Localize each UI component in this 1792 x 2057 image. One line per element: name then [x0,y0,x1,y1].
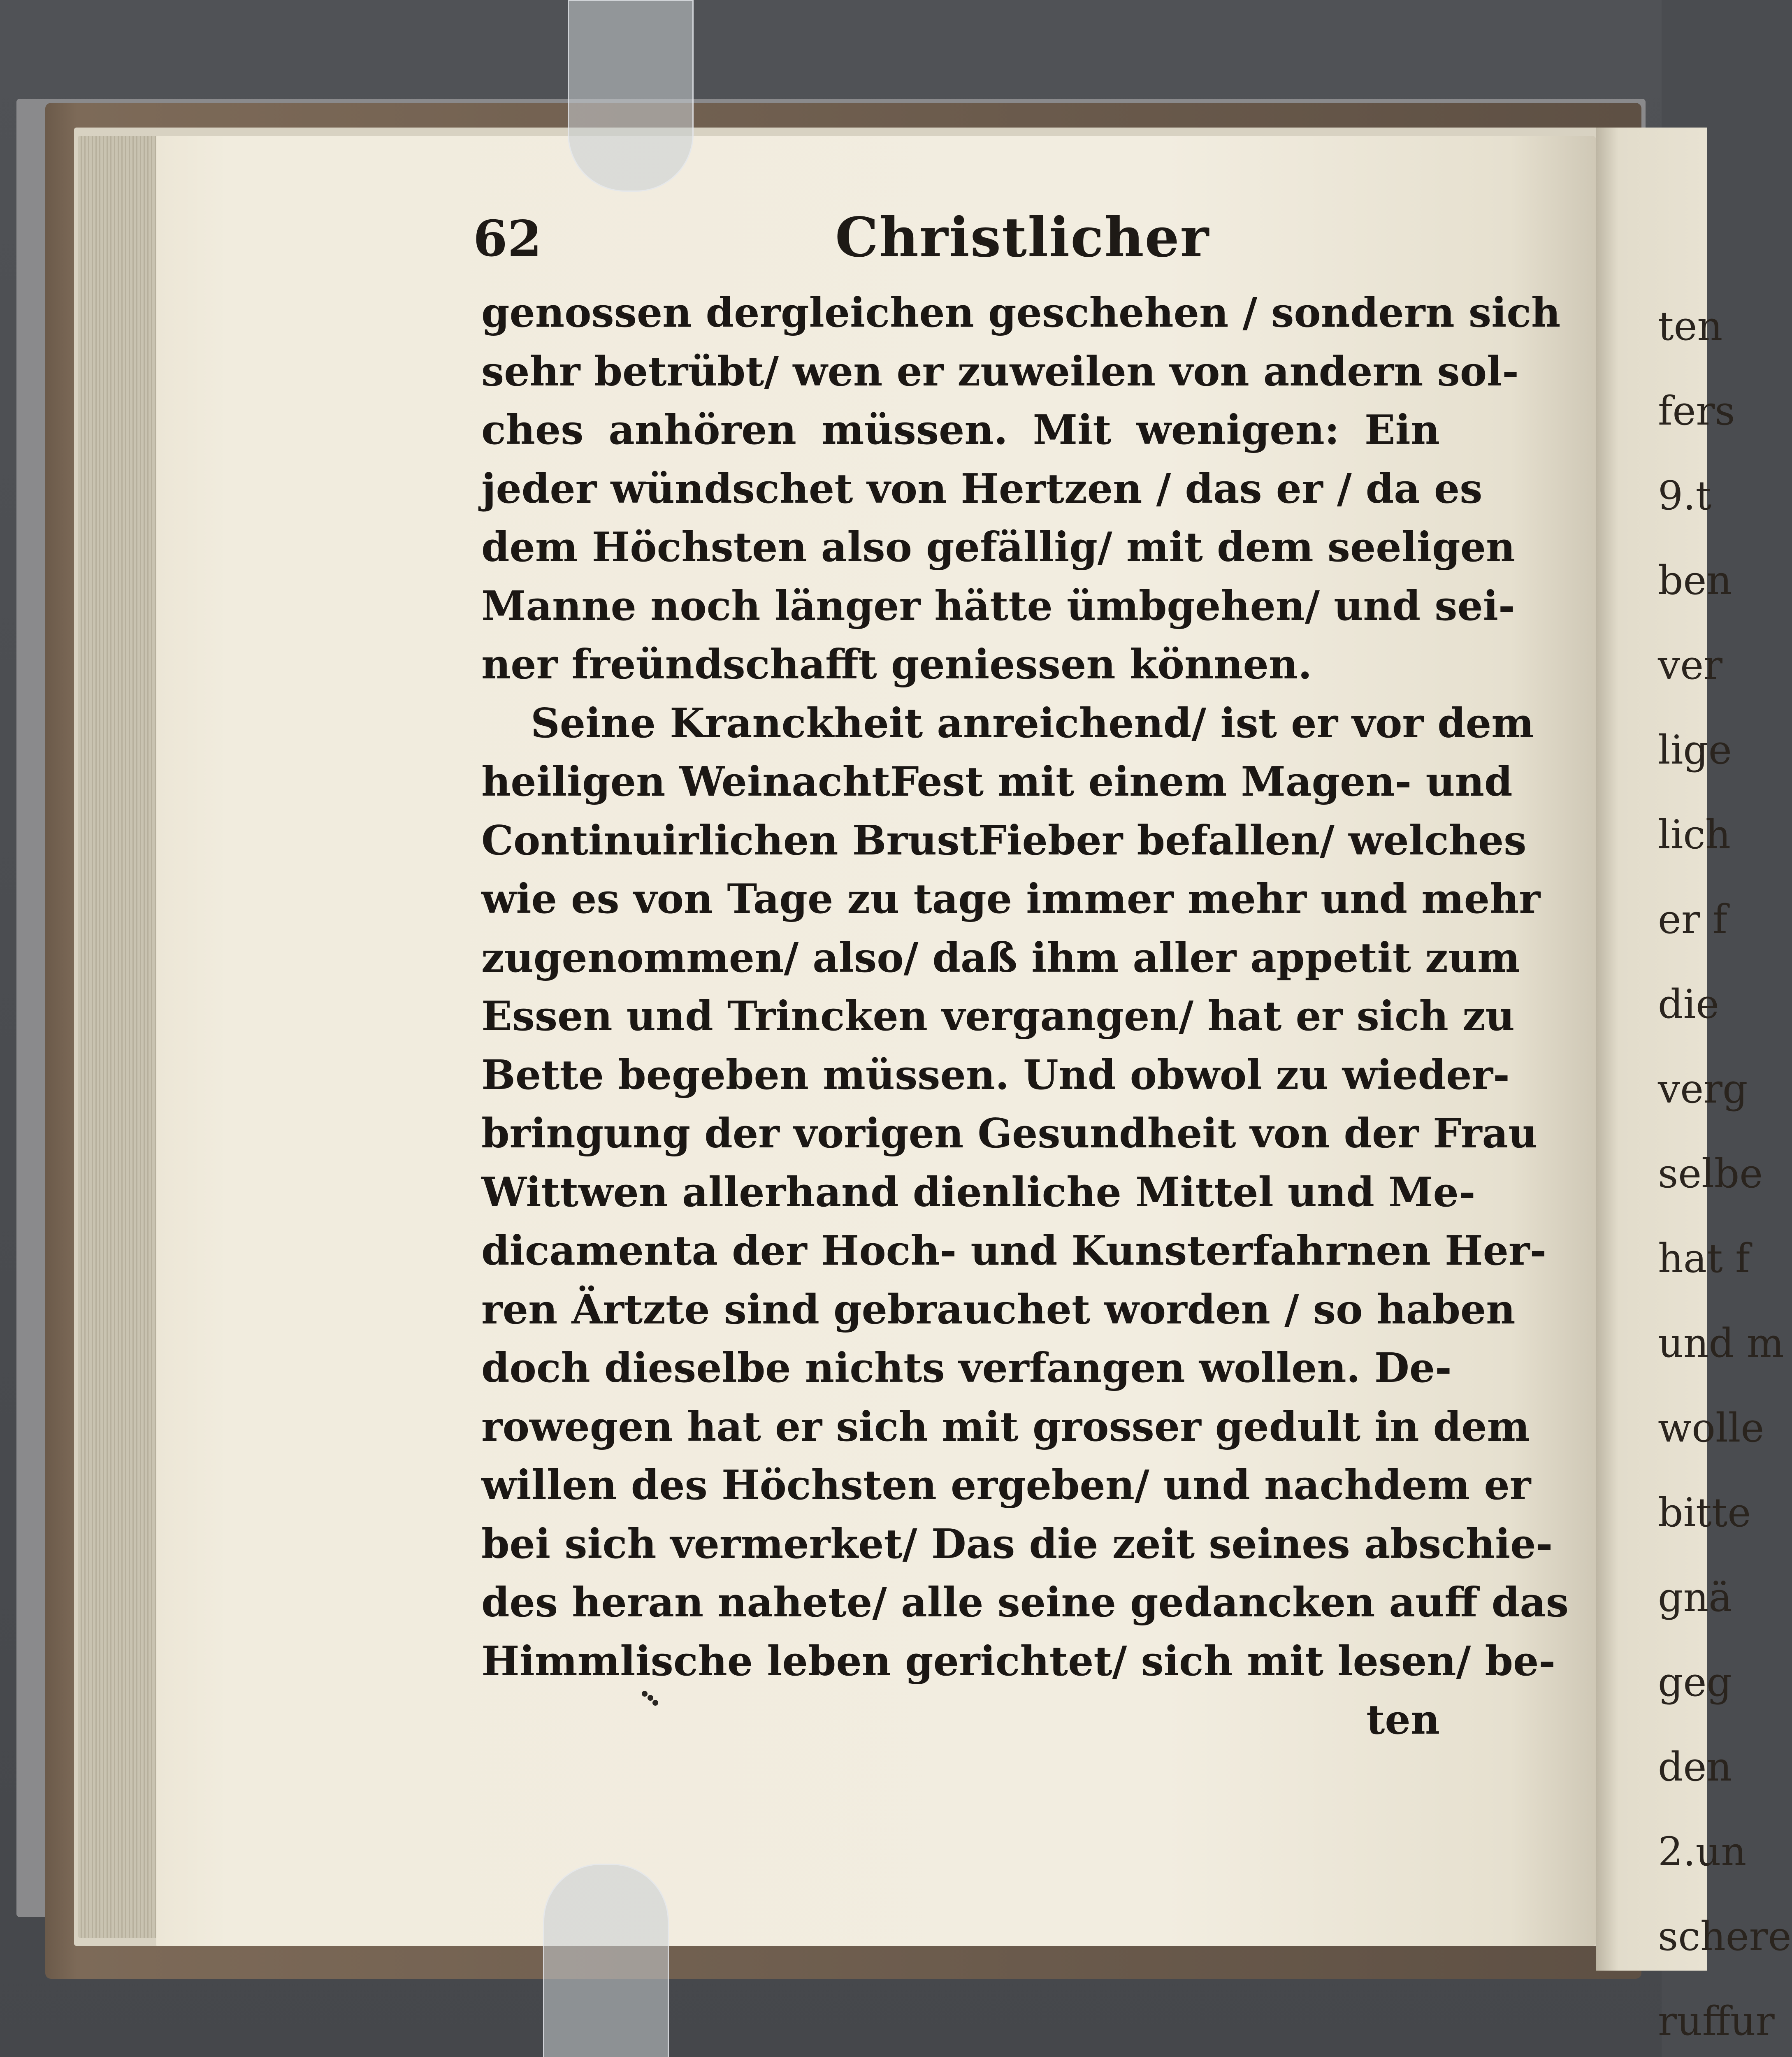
facing-page-fragment: verg [1658,1066,1748,1112]
text-line: dicamenta der Hoch- und Kunsterfahrnen Her- [481,1227,1547,1275]
running-head: Christlicher [835,206,1210,269]
text-line: Himmlische leben gerichtet/ sich mit lesen/ be- [481,1637,1556,1685]
text-line: sehr betrübt/ wen er zuweilen von andern sol- [481,348,1519,395]
facing-page-fragment: den [1658,1744,1732,1790]
facing-page-fragment: ver [1658,642,1722,688]
text-line: Essen und Trincken vergangen/ hat er sich zu [481,993,1515,1040]
text-line: dem Höchsten also gefällig/ mit dem seeligen [481,524,1516,571]
facing-page-fragment: geg [1658,1659,1732,1705]
text-line: genossen dergleichen geschehen / sondern sich [481,289,1561,337]
text-line: ren Ärtzte sind gebrauchet worden / so haben [481,1286,1516,1333]
facing-page-fragment: lich [1658,812,1731,858]
facing-page-fragment: 2.un [1658,1829,1747,1875]
catchword: ten [1366,1696,1440,1744]
text-line: ner freündschafft geniessen können. [481,641,1312,688]
page-header [473,202,1436,280]
text-line: ches anhören müssen. Mit wenigen: Ein [481,406,1440,454]
facing-page-fragment: wolle [1658,1405,1764,1451]
facing-page-fragment: die [1658,981,1719,1027]
body-text [481,284,1569,1750]
text-line: Continuirlichen BrustFieber befallen/ welches [481,817,1527,864]
text-line: wie es von Tage zu tage immer mehr und mehr [481,875,1541,923]
text-line: bringung der vorigen Gesundheit von der Frau [481,1110,1538,1157]
facing-page-text [1658,284,1792,2057]
facing-page-edge [1596,128,1792,2044]
facing-page-fragment: selbe [1658,1151,1763,1197]
facing-page-fragment: lige [1658,727,1732,773]
book-clamp-bottom [543,1864,669,2057]
book-clamp-top [568,0,694,192]
facing-page-fragment: und m [1658,1320,1784,1366]
facing-page-fragment: bitte [1658,1490,1751,1536]
text-line: bei sich vermerket/ Das die zeit seines abschie- [481,1520,1553,1568]
ink-speck [642,1691,658,1707]
text-line: rowegen hat er sich mit grosser gedult in dem [481,1403,1530,1451]
text-line: Seine Kranckheit anreichend/ ist er vor dem [531,699,1534,747]
facing-page-fragment: schere [1658,1913,1792,1959]
text-line: willen des Höchsten ergeben/ und nachdem er [481,1462,1531,1509]
text-line: Bette begeben müssen. Und obwol zu wieder- [481,1051,1510,1099]
text-line: Manne noch länger hätte ümbgehen/ und sei- [481,582,1515,630]
facing-page-fragment: ben [1658,557,1732,604]
facing-page-fragment: hat f [1658,1235,1750,1282]
facing-page-fragment: er f [1658,896,1727,943]
text-line: zugenommen/ also/ daß ihm aller appetit zum [481,934,1520,982]
page-number: 62 [473,210,542,268]
text-line: jeder wündschet von Hertzen / das er / da es [481,465,1483,513]
facing-page-fragment: gnä [1658,1574,1732,1621]
facing-page-fragment: 9.t [1658,473,1712,519]
text-line: Wittwen allerhand dienliche Mittel und Me- [481,1168,1476,1216]
facing-page-fragment: ten [1658,303,1723,349]
text-line: des heran nahete/ alle seine gedancken auff das [481,1579,1569,1626]
text-line: doch dieselbe nichts verfangen wollen. De- [481,1344,1452,1392]
text-line: heiligen WeinachtFest mit einem Magen- und [481,758,1513,806]
facing-page-fragment: fers [1658,388,1735,434]
facing-page-fragment: ruffur [1658,1998,1775,2044]
